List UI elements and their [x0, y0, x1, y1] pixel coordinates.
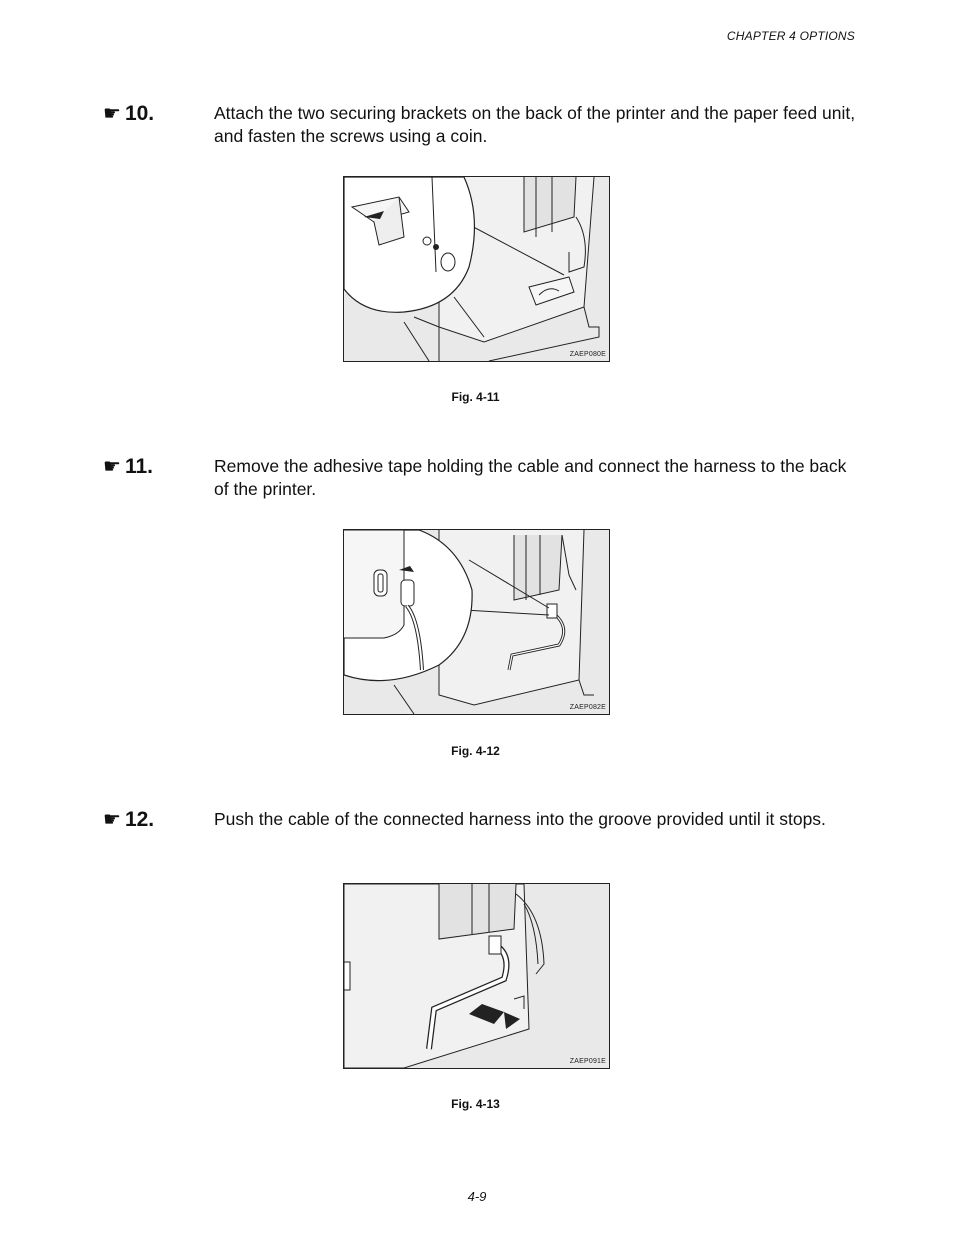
- figure-code: ZAEP080E: [569, 351, 606, 358]
- printer-bracket-illustration: [344, 177, 609, 361]
- step-number: 10.: [124, 102, 155, 125]
- figure-4-12: [343, 529, 610, 715]
- step-instruction: Attach the two securing brackets on the back of the printer and the paper feed unit, and fasten the screws using a coin.: [214, 103, 856, 146]
- step-number: 11.: [124, 455, 153, 478]
- figure-4-11: [343, 176, 610, 362]
- figure-code: ZAEP082E: [569, 704, 606, 711]
- figure-caption: Fig. 4-13: [451, 1097, 500, 1111]
- chapter-header: CHAPTER 4 OPTIONS: [726, 29, 855, 43]
- figure-code: ZAEP091E: [569, 1058, 606, 1065]
- step-instruction: Push the cable of the connected harness into the groove provided until it stops.: [214, 809, 826, 829]
- figure-caption: Fig. 4-11: [451, 390, 500, 404]
- figure-caption: Fig. 4-12: [451, 744, 500, 758]
- printer-harness-illustration: [344, 530, 609, 714]
- pointing-hand-icon: ☛: [103, 103, 121, 125]
- page-number: 4-9: [467, 1189, 487, 1204]
- pointing-hand-icon: ☛: [103, 456, 121, 478]
- pointing-hand-icon: ☛: [103, 809, 121, 831]
- step-number: 12.: [124, 808, 155, 831]
- printer-groove-illustration: [344, 884, 609, 1068]
- figure-4-13: [343, 883, 610, 1069]
- step-instruction: Remove the adhesive tape holding the cable and connect the harness to the back of the printer.: [214, 456, 847, 499]
